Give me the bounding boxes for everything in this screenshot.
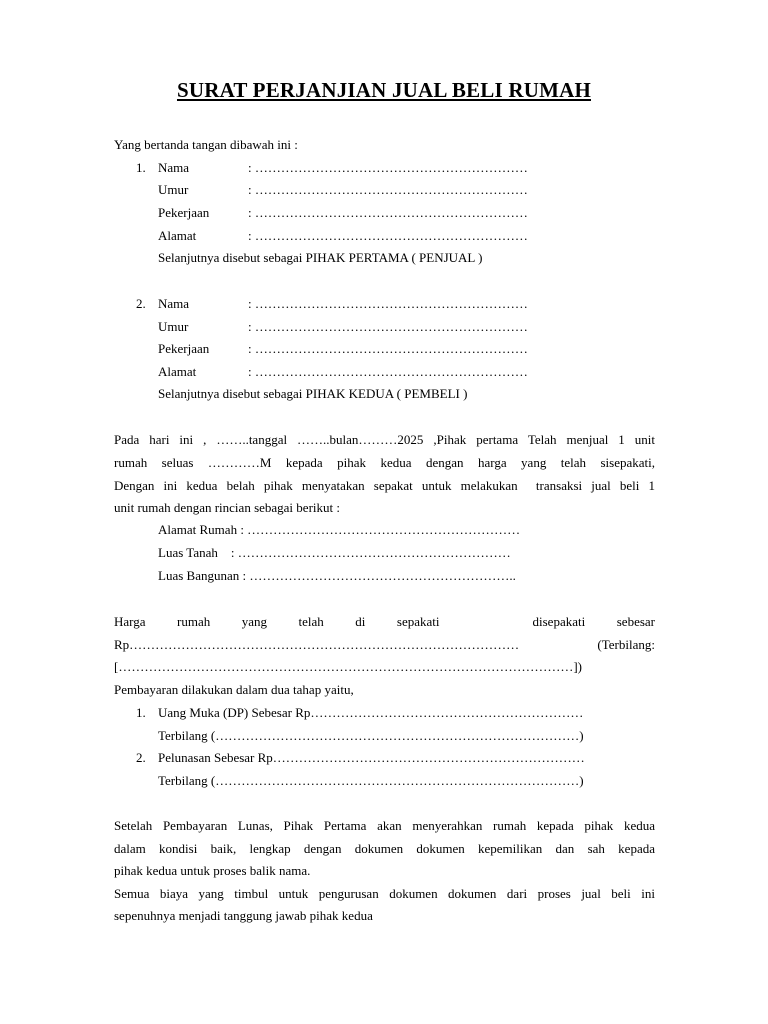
- detail-land-area: Luas Tanah : ………………………………………………………: [158, 545, 511, 560]
- payment2-spelled: Terbilang (…………………………………………………………………………): [158, 773, 584, 788]
- payment2-text: Pelunasan Sebesar Rp………………………………………………………………: [158, 750, 585, 765]
- party2-name-dots: : ………………………………………………………: [248, 296, 528, 311]
- closing-line: dalam kondisi baik, lengkap dengan dokumen dokumen kepemilikan dan sah kepada: [114, 841, 655, 856]
- party2-name-label: Nama: [158, 296, 190, 311]
- party1-name-dots: : ………………………………………………………: [248, 160, 528, 175]
- payment-intro: Pembayaran dilakukan dalam dua tahap yaitu,: [114, 682, 354, 697]
- agreement-line: Pada hari ini , ……..tanggal ……..bulan………2025 ,Pihak pertama Telah menjual 1 unit: [114, 432, 655, 447]
- price-word: disepakati: [532, 614, 586, 629]
- party2-address-label: Alamat: [158, 364, 197, 379]
- party1-age-label: Umur: [158, 182, 189, 197]
- price-word: rumah: [177, 614, 211, 629]
- party2-job-dots: : ………………………………………………………: [248, 341, 528, 356]
- price-word: yang: [241, 614, 268, 629]
- price-spelled: [……………………………………………………………………………………………]): [114, 659, 582, 674]
- detail-building-area: Luas Bangunan : ……………………………………………………..: [158, 568, 516, 583]
- party2-age-label: Umur: [158, 319, 189, 334]
- price-word: sepakati: [396, 614, 440, 629]
- party1-job-dots: : ………………………………………………………: [248, 205, 528, 220]
- price-amount-line: [114, 637, 655, 653]
- price-word: telah: [298, 614, 324, 629]
- agreement-line: rumah seluas …………M kepada pihak kedua dengan harga yang telah sisepakati,: [114, 455, 655, 470]
- agreement-line: Dengan ini kedua belah pihak menyatakan sepakat untuk melakukan transaksi jual beli 1: [114, 478, 655, 493]
- price-word: sebesar: [616, 614, 655, 629]
- price-word: di: [355, 614, 366, 629]
- party2-number: 2.: [136, 296, 146, 311]
- payment1-spelled: Terbilang (…………………………………………………………………………): [158, 728, 584, 743]
- intro-text: Yang bertanda tangan dibawah ini :: [114, 137, 298, 152]
- party2-age-dots: : ………………………………………………………: [248, 319, 528, 334]
- detail-house-address: Alamat Rumah : ………………………………………………………: [158, 522, 521, 537]
- party2-address-dots: : ………………………………………………………: [248, 364, 528, 379]
- party2-job-label: Pekerjaan: [158, 341, 210, 356]
- party1-address-dots: : ………………………………………………………: [248, 228, 528, 243]
- price-spelled-label: (Terbilang:: [597, 637, 655, 652]
- party1-role: Selanjutnya disebut sebagai PIHAK PERTAMA ( PENJUAL ): [158, 250, 483, 265]
- payment2-number: 2.: [136, 750, 146, 765]
- document-title: SURAT PERJANJIAN JUAL BELI RUMAH: [176, 78, 591, 102]
- payment1-text: Uang Muka (DP) Sebesar Rp………………………………………………………: [158, 705, 584, 720]
- agreement-line: unit rumah dengan rincian sebagai berikut :: [114, 500, 340, 515]
- price-amount: Rp………………………………………………………………………………: [114, 637, 520, 652]
- party1-age-dots: : ………………………………………………………: [248, 182, 528, 197]
- closing-line: Semua biaya yang timbul untuk pengurusan dokumen dokumen dari proses jual beli ini: [114, 886, 655, 901]
- payment1-number: 1.: [136, 705, 146, 720]
- party2-role: Selanjutnya disebut sebagai PIHAK KEDUA ( PEMBELI ): [158, 386, 468, 401]
- party1-name-label: Nama: [158, 160, 190, 175]
- party1-number: 1.: [136, 160, 146, 175]
- price-line: [114, 614, 655, 630]
- party1-job-label: Pekerjaan: [158, 205, 210, 220]
- price-word: Harga: [114, 614, 146, 629]
- closing-line: sepenuhnya menjadi tanggung jawab pihak kedua: [114, 908, 373, 923]
- closing-line: Setelah Pembayaran Lunas, Pihak Pertama akan menyerahkan rumah kepada pihak kedua: [114, 818, 655, 833]
- closing-line: pihak kedua untuk proses balik nama.: [114, 863, 311, 878]
- party1-address-label: Alamat: [158, 228, 197, 243]
